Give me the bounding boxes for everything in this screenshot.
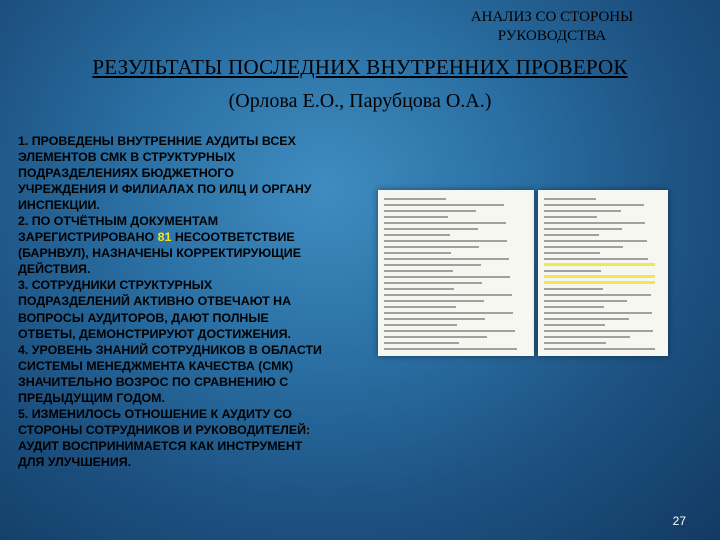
document-text-line	[544, 228, 622, 230]
findings-line: ИНСПЕКЦИИ.	[18, 198, 100, 213]
document-text-line	[384, 210, 476, 212]
findings-line: ДЛЯ УЛУЧШЕНИЯ.	[18, 454, 132, 469]
document-text-line	[544, 210, 621, 212]
document-text-line	[544, 342, 606, 344]
findings-line: ОТВЕТЫ, ДЕМОНСТРИРУЮТ ДОСТИЖЕНИЯ.	[18, 326, 291, 341]
document-text-line	[544, 294, 651, 296]
findings-line-end: НЕСООТВЕТСТВИЕ	[174, 230, 295, 245]
document-text-line	[384, 246, 479, 248]
document-text-line	[384, 336, 487, 338]
findings-list	[18, 133, 388, 540]
document-text-line	[384, 228, 478, 230]
findings-line: 3. СОТРУДНИКИ СТРУКТУРНЫХ	[18, 278, 213, 293]
document-text-line	[544, 318, 629, 320]
document-text-line	[544, 246, 623, 248]
document-text-line	[384, 348, 517, 350]
document-text-line	[544, 222, 645, 224]
document-text-line	[384, 276, 510, 278]
document-highlight	[544, 281, 655, 284]
document-text-line	[384, 324, 457, 326]
document-text-line	[544, 348, 655, 350]
audit-report-document-thumbnail	[378, 190, 534, 356]
document-text-line	[544, 330, 653, 332]
document-text-line	[384, 222, 506, 224]
document-text-line	[384, 330, 515, 332]
document-text-line	[384, 252, 451, 254]
document-text-line	[544, 300, 627, 302]
document-text-line	[384, 264, 481, 266]
document-text-line	[384, 198, 446, 200]
document-text-line	[384, 312, 513, 314]
findings-line: (БАРНВУЛ), НАЗНАЧЕНЫ КОРРЕКТИРУЮЩИЕ	[18, 246, 301, 261]
document-text-line	[384, 234, 450, 236]
findings-line: ЭЛЕМЕНТОВ СМК В СТРУКТУРНЫХ	[18, 150, 236, 165]
document-text-line	[384, 240, 507, 242]
document-text-line	[384, 318, 485, 320]
findings-line: СИСТЕМЫ МЕНЕДЖМЕНТА КАЧЕСТВА (СМК)	[18, 358, 294, 373]
document-text-line	[544, 288, 603, 290]
document-text-line	[544, 324, 605, 326]
document-text-line	[544, 306, 604, 308]
findings-line: 2. ПО ОТЧЁТНЫМ ДОКУМЕНТАМ	[18, 214, 219, 229]
page-number: 27	[672, 514, 686, 528]
nonconformity-count: 81	[157, 230, 172, 245]
document-text-line	[544, 240, 647, 242]
document-text-line	[384, 288, 454, 290]
document-text-line	[544, 312, 652, 314]
document-text-line	[384, 204, 504, 206]
document-text-line	[384, 216, 448, 218]
findings-line: ЗНАЧИТЕЛЬНО ВОЗРОС ПО СРАВНЕНИЮ С	[18, 374, 289, 389]
document-highlight	[544, 263, 655, 266]
findings-line: ДЕЙСТВИЯ.	[18, 262, 91, 277]
document-text-line	[544, 252, 600, 254]
document-text-line	[384, 270, 453, 272]
findings-line: ПРЕДЫДУЩИМ ГОДОМ.	[18, 390, 165, 405]
findings-line: СТОРОНЫ СОТРУДНИКОВ И РУКОВОДИТЕЛЕЙ:	[18, 422, 311, 437]
findings-line-start: ЗАРЕГИСТРИРОВАНО	[18, 230, 155, 245]
slide-subtitle: (Орлова Е.О., Парубцова О.А.)	[228, 90, 492, 112]
document-text-line	[544, 216, 597, 218]
document-text-line	[544, 234, 599, 236]
document-text-line	[384, 342, 459, 344]
findings-line: ПОДРАЗДЕЛЕНИЯХ БЮДЖЕТНОГО	[18, 166, 234, 181]
document-text-line	[544, 270, 601, 272]
findings-line: 4. УРОВЕНЬ ЗНАНИЙ СОТРУДНИКОВ В ОБЛАСТИ	[18, 342, 322, 357]
document-text-line	[384, 282, 482, 284]
document-highlight	[544, 275, 655, 278]
slide-title: РЕЗУЛЬТАТЫ ПОСЛЕДНИХ ВНУТРЕННИХ ПРОВЕРОК	[92, 55, 628, 79]
document-text-line	[384, 258, 509, 260]
document-text-line	[544, 204, 644, 206]
section-heading: АНАЛИЗ СО СТОРОНЫ РУКОВОДСТВА	[470, 9, 634, 44]
findings-line: АУДИТ ВОСПРИНИМАЕТСЯ КАК ИНСТРУМЕНТ	[18, 438, 303, 453]
document-text-line	[544, 336, 630, 338]
corrective-actions-document-thumbnail	[538, 190, 668, 356]
document-text-line	[544, 258, 648, 260]
findings-line: ПОДРАЗДЕЛЕНИЙ АКТИВНО ОТВЕЧАЮТ НА	[18, 294, 292, 309]
findings-line: ВОПРОСЫ АУДИТОРОВ, ДАЮТ ПОЛНЫЕ	[18, 310, 269, 325]
findings-line	[18, 229, 388, 245]
findings-line: 5. ИЗМЕНИЛОСЬ ОТНОШЕНИЕ К АУДИТУ СО	[18, 406, 292, 421]
document-text-line	[384, 294, 512, 296]
findings-line: 1. ПРОВЕДЕНЫ ВНУТРЕННИЕ АУДИТЫ ВСЕХ	[18, 134, 296, 148]
document-text-line	[384, 306, 456, 308]
findings-line: УЧРЕЖДЕНИЯ И ФИЛИАЛАХ ПО ИЛЦ И ОРГАНУ	[18, 182, 312, 197]
document-text-line	[544, 198, 596, 200]
document-text-line	[384, 300, 484, 302]
